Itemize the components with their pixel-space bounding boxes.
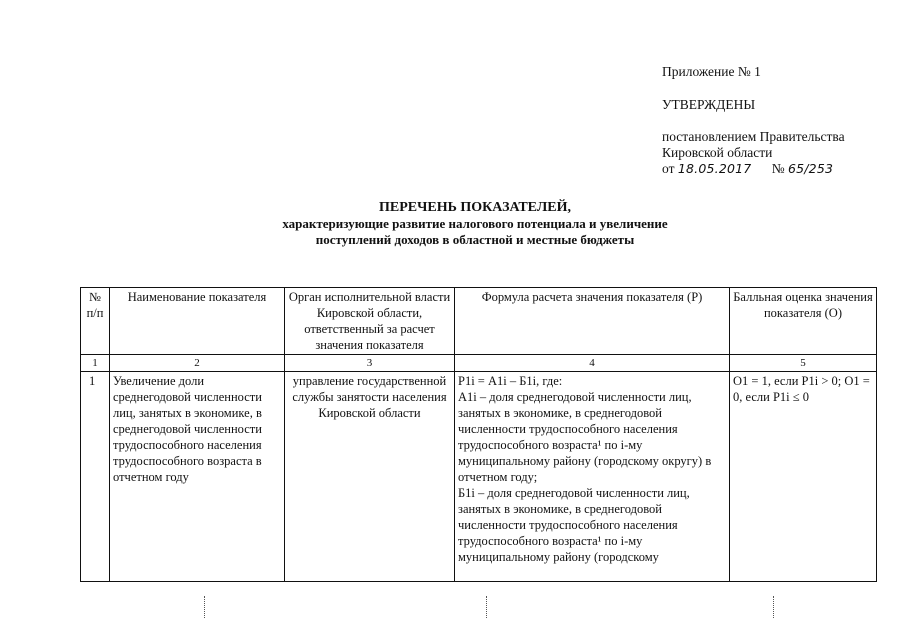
column-number: 1 — [81, 355, 110, 372]
table-row — [81, 372, 877, 582]
table-header-row — [81, 288, 877, 355]
header-name: Наименование показателя — [110, 288, 285, 355]
document-title — [160, 200, 790, 248]
resolution-date-number — [662, 161, 892, 177]
formula-line: Р1i = А1i – Б1i, где: — [458, 374, 563, 388]
number-label: № — [771, 161, 785, 176]
continuation-mark — [486, 596, 488, 618]
column-number: 4 — [455, 355, 730, 372]
formula-line: Б1i – доля среднегодовой численности лиц, занятых в экономике, в среднегодовой численности трудоспособного населения трудоспособного возраста¹ по i-му муниципальному району (городскому — [458, 486, 690, 564]
column-number: 5 — [730, 355, 877, 372]
title-line1: ПЕРЕЧЕНЬ ПОКАЗАТЕЛЕЙ, — [379, 200, 571, 215]
page-continuation-marks — [0, 596, 905, 626]
title-line2: характеризующие развитие налогового потенциала и увеличение — [282, 216, 668, 231]
from-label: от — [662, 161, 675, 176]
responsible-organ: управление государственной службы занятости населения Кировской области — [285, 372, 455, 582]
approval-block — [662, 64, 892, 177]
header-score: Балльная оценка значения показателя (О) — [730, 288, 877, 355]
indicator-name: Увеличение доли среднегодовой численности лиц, занятых в экономике, в среднегодовой численности трудоспособного населения трудоспособного возраста в отчетном году — [110, 372, 285, 582]
formula-line: А1i – доля среднегодовой численности лиц, занятых в экономике, в среднегодовой численности трудоспособного населения трудоспособного возраста¹ по i-му муниципальному району (городскому округу) в отчетном году; — [458, 390, 712, 484]
continuation-mark — [204, 596, 206, 618]
continuation-mark — [773, 596, 775, 618]
row-number: 1 — [81, 372, 110, 582]
approved-by-line2: Кировской области — [662, 145, 773, 160]
score-rule — [730, 372, 877, 582]
column-number: 3 — [285, 355, 455, 372]
calculation-formula — [455, 372, 730, 582]
resolution-number: 65/253 — [787, 161, 834, 176]
column-number-row — [81, 355, 877, 372]
indicators-table — [80, 287, 877, 582]
score-line: О1 = 0, если Р1i ≤ 0 — [733, 374, 870, 404]
appendix-label: Приложение № 1 — [662, 64, 761, 79]
approved-by-line1: постановлением Правительства — [662, 129, 845, 144]
header-num: № п/п — [81, 288, 110, 355]
approved-label: УТВЕРЖДЕНЫ — [662, 97, 756, 112]
header-organ: Орган исполнительной власти Кировской области, ответственный за расчет значения показателя — [285, 288, 455, 355]
column-number: 2 — [110, 355, 285, 372]
resolution-date: 18.05.2017 — [677, 161, 752, 176]
header-formula: Формула расчета значения показателя (Р) — [455, 288, 730, 355]
score-line: О1 = 1, если Р1i > 0; — [733, 374, 842, 388]
title-line3: поступлений доходов в областной и местные бюджеты — [315, 232, 635, 247]
